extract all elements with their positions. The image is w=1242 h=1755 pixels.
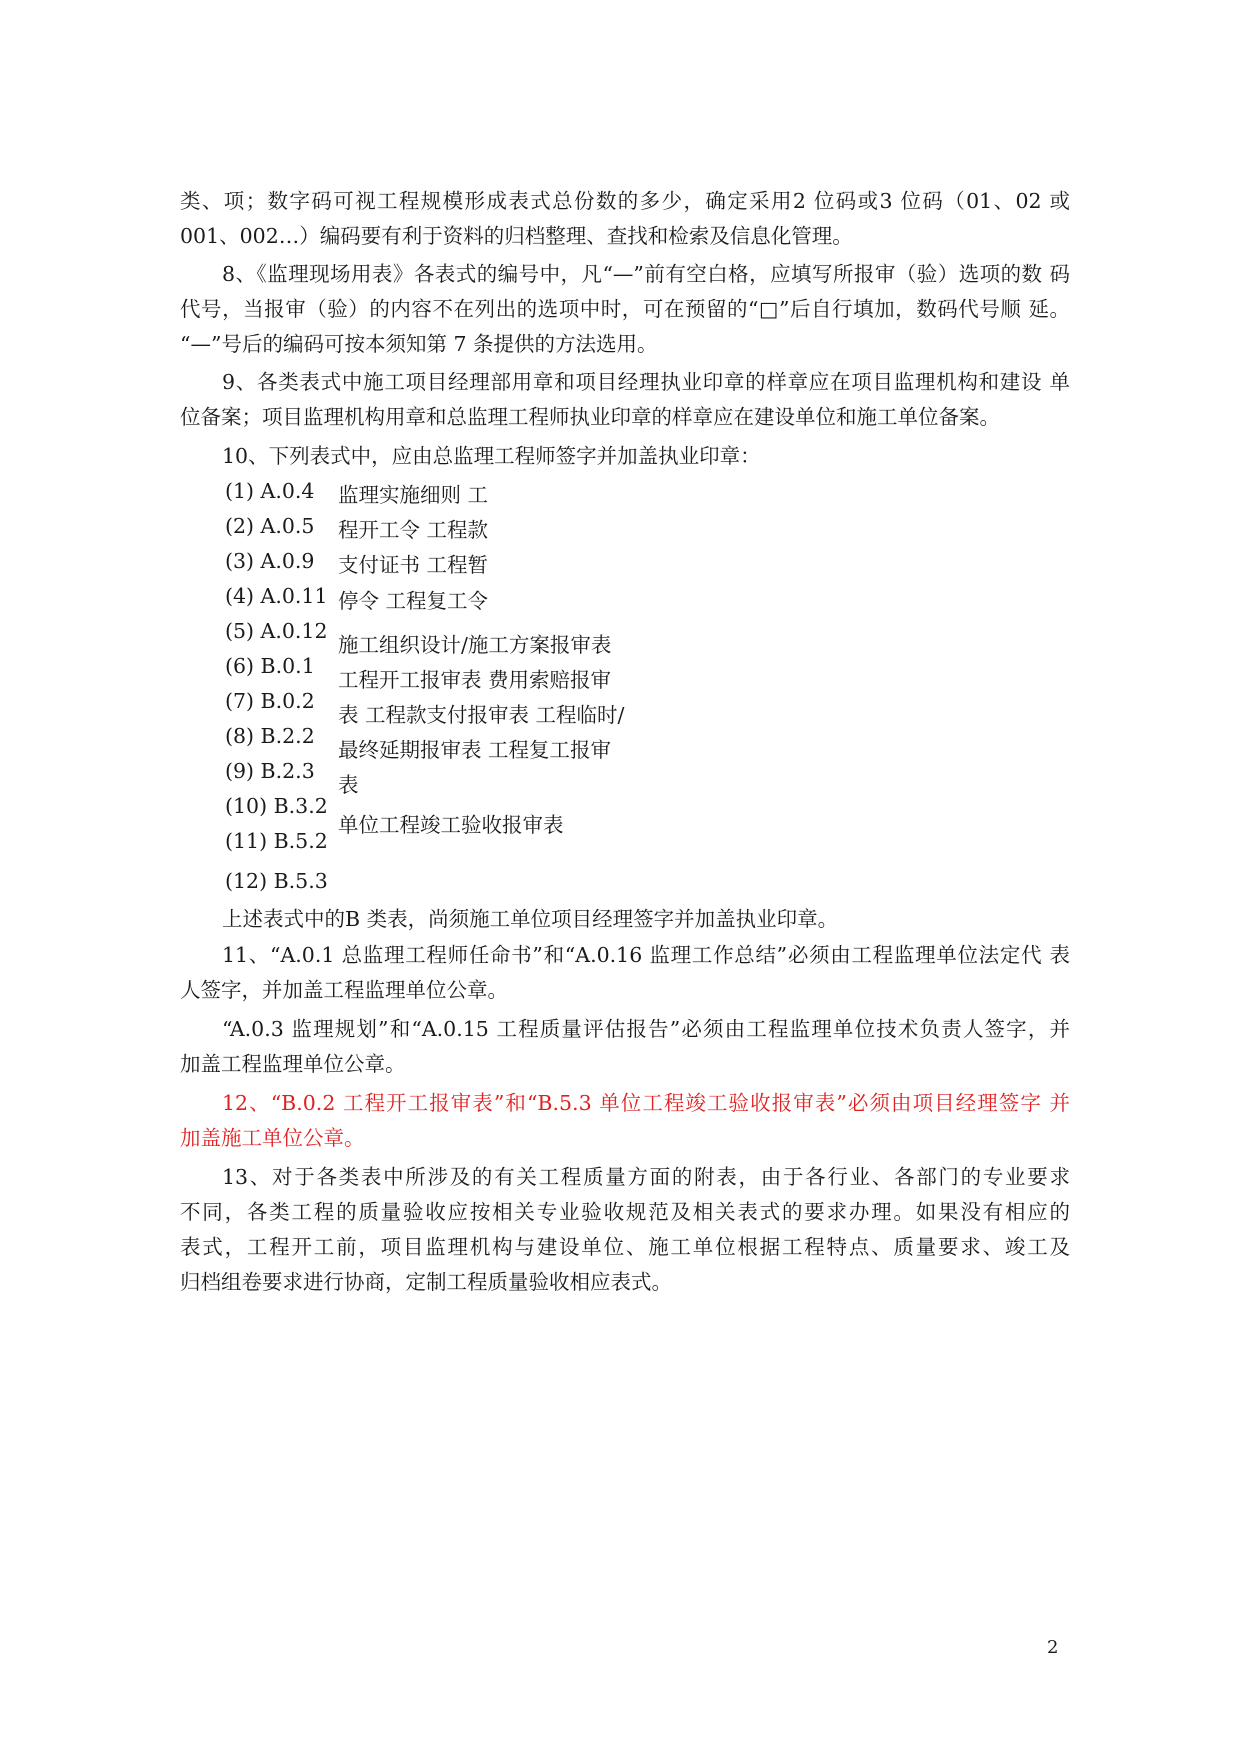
text-line: 8、《监理现场用表》各表式的编号中，凡“—”前有空白格，应填写所报审（验）选项的数 码 <box>222 262 1070 286</box>
list-name: 施工组织设计/施工方案报审表 <box>338 633 612 657</box>
text-line: “A.0.3 监理规划”和“A.0.15 工程质量评估报告”必须由工程监理单位技术负责人签字，并 <box>222 1017 1070 1041</box>
text-line: 代号，当报审（验）的内容不在列出的选项中时，可在预留的“□”后自行填加，数码代号顺 延。 <box>180 297 1070 321</box>
list-name: 工程开工报审表 费用索赔报审 <box>338 668 612 692</box>
text-line: 人签字，并加盖工程监理单位公章。 <box>180 978 508 1002</box>
page-number: 2 <box>1047 1637 1059 1658</box>
list-name: 停令 工程复工令 <box>338 589 489 613</box>
list-name: 监理实施细则 工 <box>338 483 489 507</box>
text-line: 表式，工程开工前，项目监理机构与建设单位、施工单位根据工程特点、质量要求、竣工及 <box>180 1235 1070 1259</box>
list-code: (8) B.2.2 <box>225 724 315 748</box>
list-code: (10) B.3.2 <box>225 794 328 818</box>
text-line: 位备案；项目监理机构用章和总监理工程师执业印章的样章应在建设单位和施工单位备案。 <box>180 405 1000 429</box>
text-line: 13、对于各类表中所涉及的有关工程质量方面的附表，由于各行业、各部门的专业要求 <box>222 1165 1070 1189</box>
text-line: 不同，各类工程的质量验收应按相关专业验收规范及相关表式的要求办理。如果没有相应的 <box>180 1200 1070 1224</box>
text-line: 9、各类表式中施工项目经理部用章和项目经理执业印章的样章应在项目监理机构和建设 单 <box>222 370 1070 394</box>
text-line: “—”号后的编码可按本须知第 7 条提供的方法选用。 <box>180 332 658 356</box>
highlighted-text-line: 12、“B.0.2 工程开工报审表”和“B.5.3 单位工程竣工验收报审表”必须由项目经理签字 并 <box>222 1091 1070 1115</box>
text-line: 001、002…）编码要有利于资料的归档整理、查找和检索及信息化管理。 <box>180 224 853 248</box>
list-code: (2) A.0.5 <box>225 514 315 538</box>
text-line: 归档组卷要求进行协商，定制工程质量验收相应表式。 <box>180 1270 672 1294</box>
list-name: 表 工程款支付报审表 工程临时/ <box>338 703 625 727</box>
list-code: (7) B.0.2 <box>225 689 315 713</box>
list-code: (6) B.0.1 <box>225 654 315 678</box>
list-code: (12) B.5.3 <box>225 869 328 893</box>
text-line: 10、下列表式中，应由总监理工程师签字并加盖执业印章： <box>222 444 761 468</box>
text-line: 11、“A.0.1 总监理工程师任命书”和“A.0.16 监理工作总结”必须由工程监理单位法定代 表 <box>222 943 1070 967</box>
list-name: 最终延期报审表 工程复工报审 <box>338 738 612 762</box>
list-name: 程开工令 工程款 <box>338 518 489 542</box>
list-name: 单位工程竣工验收报审表 <box>338 813 564 837</box>
list-name: 表 <box>338 773 359 797</box>
highlighted-text-line: 加盖施工单位公章。 <box>180 1126 365 1150</box>
text-line: 类、项；数字码可视工程规模形成表式总份数的多少，确定采用2 位码或3 位码（01、02 或 <box>180 189 1070 213</box>
text-line: 加盖工程监理单位公章。 <box>180 1052 406 1076</box>
list-code: (5) A.0.12 <box>225 619 328 643</box>
text-line: 上述表式中的B 类表，尚须施工单位项目经理签字并加盖执业印章。 <box>222 907 839 931</box>
list-code: (3) A.0.9 <box>225 549 315 573</box>
list-code: (4) A.0.11 <box>225 584 328 608</box>
list-code: (11) B.5.2 <box>225 829 328 853</box>
list-code: (9) B.2.3 <box>225 759 315 783</box>
list-name: 支付证书 工程暂 <box>338 553 489 577</box>
list-code: (1) A.0.4 <box>225 479 315 503</box>
